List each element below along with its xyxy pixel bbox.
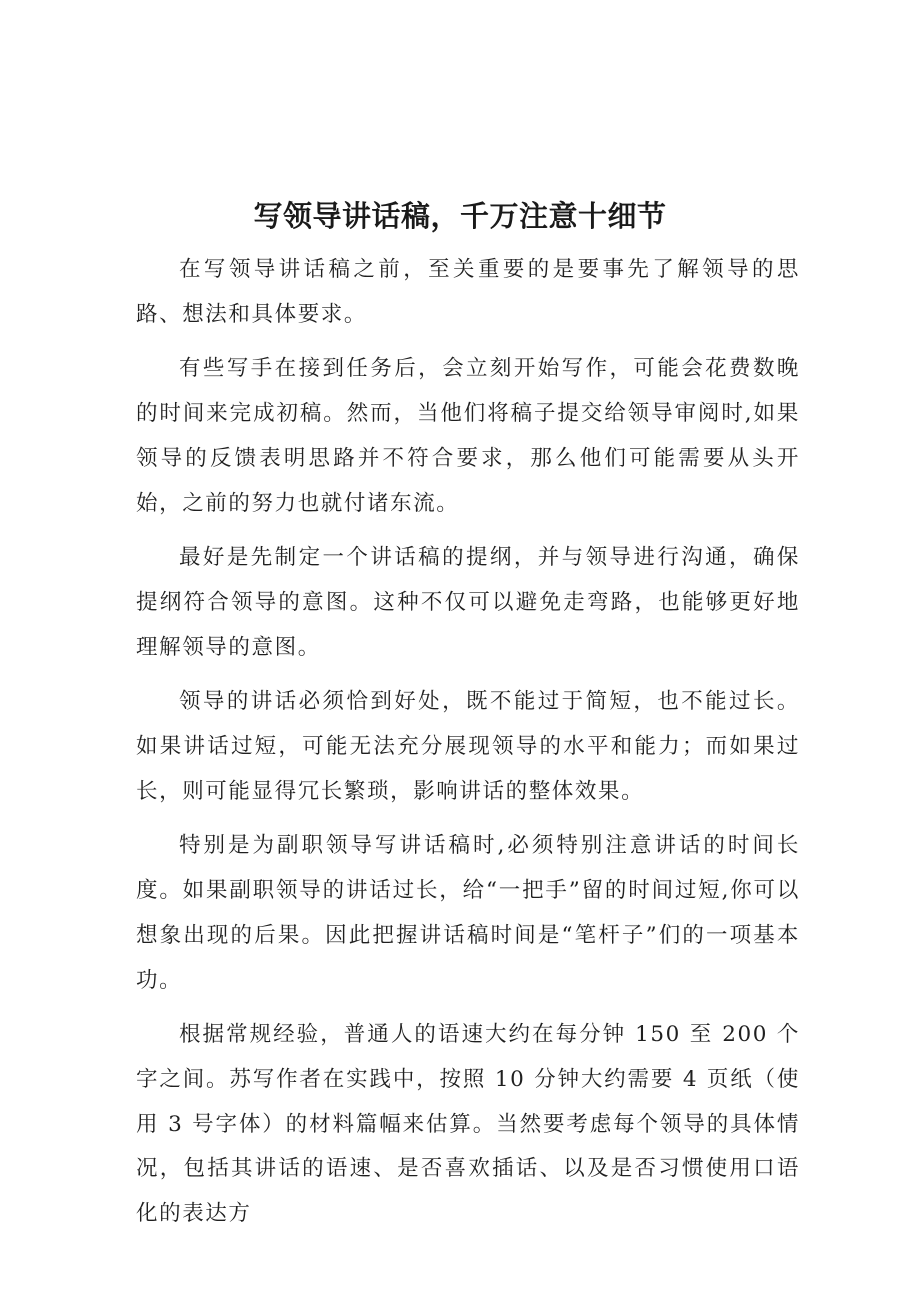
paragraph-5: 特别是为副职领导写讲话稿时,必须特别注意讲话的时间长度。如果副职领导的讲话过长，给“一把手”留的时间过短,你可以想象出现的后果。因此把握讲话稿时间是“笔杆子”们的一项基本功。	[136, 833, 800, 993]
paragraph-6: 根据常规经验，普通人的语速大约在每分钟 150 至 200 个字之间。苏写作者在实践中，按照 10 分钟大约需要 4 页纸（使用 3 号字体）的材料篇幅来估算。当然要考虑每个领导的具体情况，包括其讲话的语速、是否喜欢插话、以及是否习惯使用口语化的表达方	[136, 1022, 800, 1227]
paragraph-4: 领导的讲话必须恰到好处，既不能过于简短，也不能过长。如果讲话过短，可能无法充分展现领导的水平和能力；而如果过长，则可能显得冗长繁琐，影响讲话的整体效果。	[136, 689, 800, 804]
document-title: 写领导讲话稿，千万注意十细节	[253, 199, 667, 233]
document-body	[136, 248, 800, 1247]
paragraph-2: 有些写手在接到任务后，会立刻开始写作，可能会花费数晚的时间来完成初稿。然而，当他们将稿子提交给领导审阅时,如果领导的反馈表明思路并不符合要求，那么他们可能需要从头开始，之前的努力也就付诸东流。	[136, 356, 800, 516]
paragraph-3: 最好是先制定一个讲话稿的提纲，并与领导进行沟通，确保提纲符合领导的意图。这种不仅可以避免走弯路，也能够更好地理解领导的意图。	[136, 545, 800, 660]
paragraph-1: 在写领导讲话稿之前，至关重要的是要事先了解领导的思路、想法和具体要求。	[136, 257, 800, 327]
